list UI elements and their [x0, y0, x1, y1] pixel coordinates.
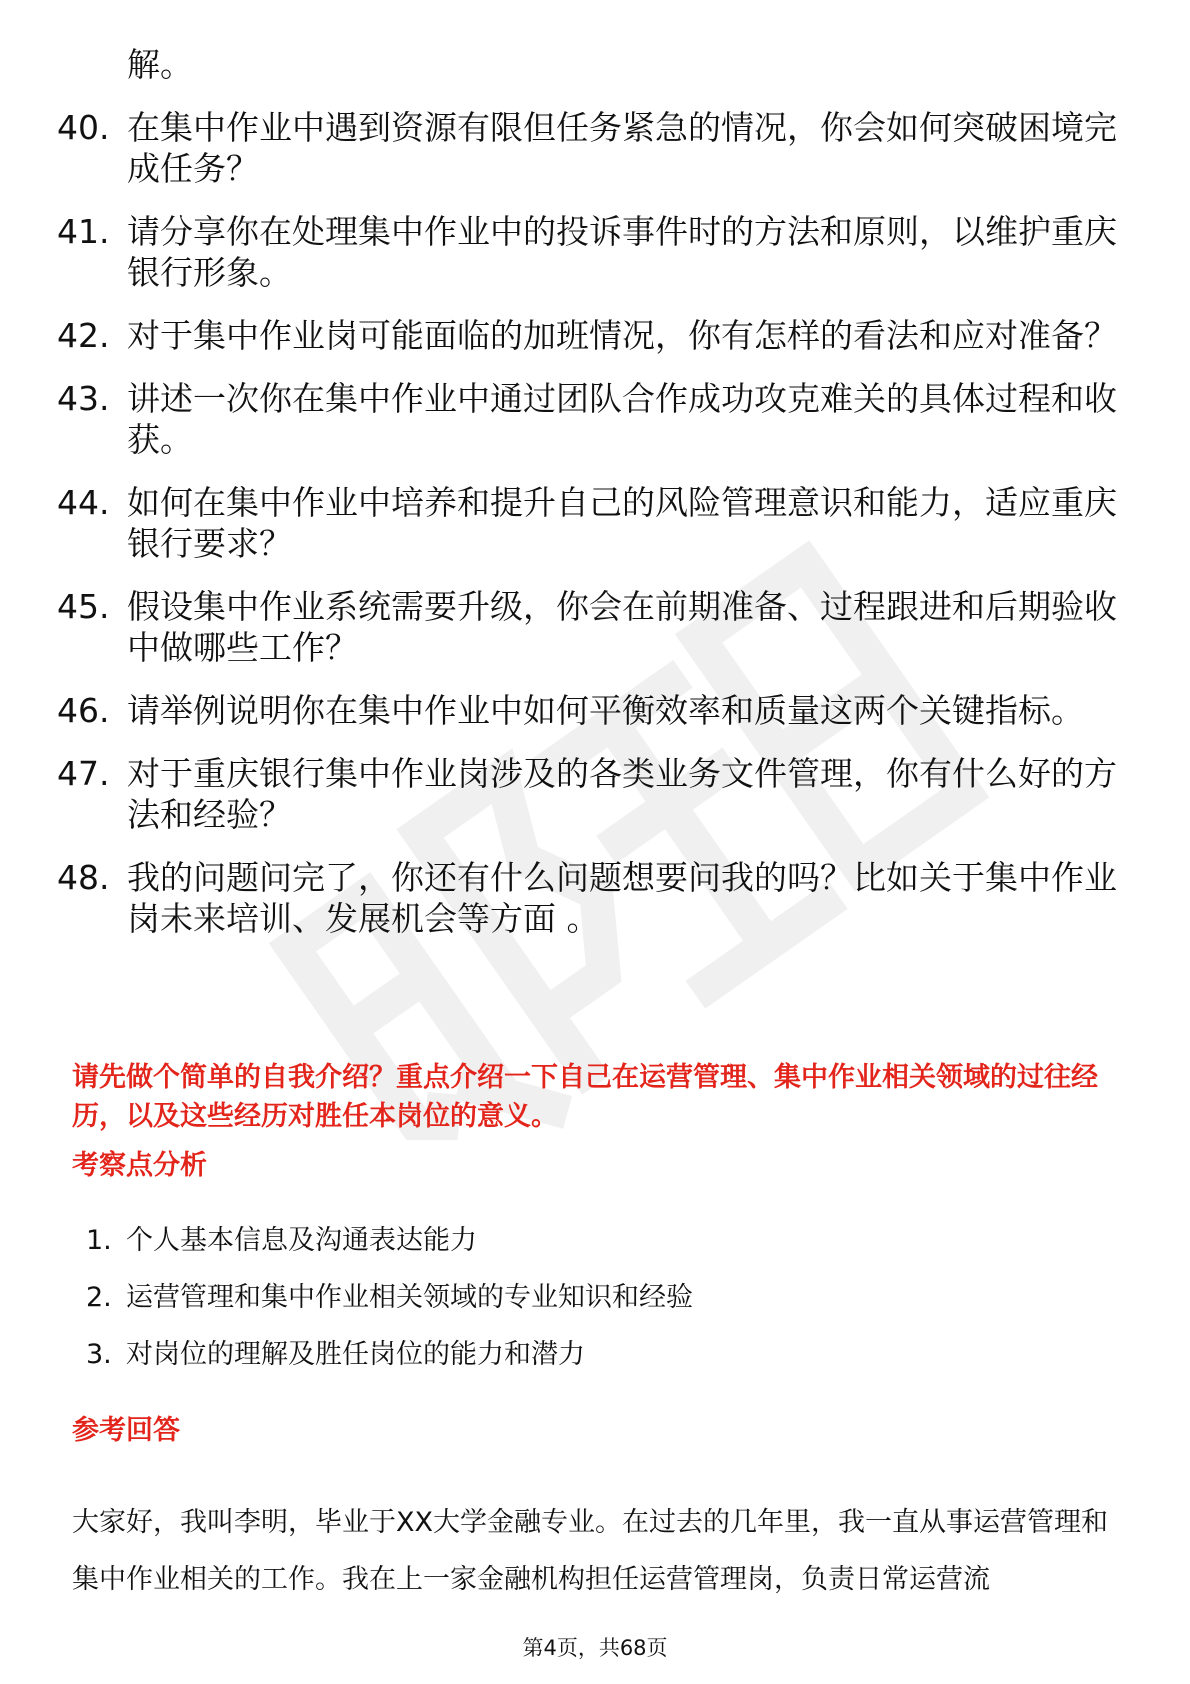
question-number: 41. [57, 212, 110, 251]
question-text: 解。 [127, 45, 193, 84]
question-list [57, 44, 1117, 961]
analysis-number: 1. [86, 1225, 112, 1256]
question-item [57, 315, 1117, 356]
question-item [57, 857, 1117, 939]
analysis-text: 运营管理和集中作业相关领域的专业知识和经验 [126, 1282, 693, 1313]
analysis-list [86, 1223, 693, 1394]
analysis-item [86, 1337, 693, 1373]
analysis-text: 个人基本信息及沟通表达能力 [126, 1225, 477, 1256]
analysis-number: 3. [86, 1339, 112, 1370]
question-item [57, 44, 1117, 85]
question-number: 42. [57, 316, 110, 355]
question-text: 讲述一次你在集中作业中通过团队合作成功攻克难关的具体过程和收获。 [127, 379, 1117, 459]
page-footer: 第4页，共68页 [522, 1636, 668, 1660]
analysis-text: 对岗位的理解及胜任岗位的能力和潜力 [126, 1339, 585, 1370]
question-text: 请分享你在处理集中作业中的投诉事件时的方法和原则，以维护重庆银行形象。 [127, 212, 1117, 292]
question-number: 45. [57, 587, 110, 626]
question-item [57, 107, 1117, 189]
analysis-number: 2. [86, 1282, 112, 1313]
question-text: 对于重庆银行集中作业岗涉及的各类业务文件管理，你有什么好的方法和经验？ [127, 754, 1117, 834]
question-item [57, 753, 1117, 835]
question-item [57, 586, 1117, 668]
question-item [57, 482, 1117, 564]
highlight-question: 请先做个简单的自我介绍？重点介绍一下自己在运营管理、集中作业相关领域的过往经历，以及这些经历对胜任本岗位的意义。 [72, 1062, 1098, 1132]
question-number: 40. [57, 108, 110, 147]
question-text: 我的问题问完了，你还有什么问题想要问我的吗？比如关于集中作业岗未来培训、发展机会等方面 。 [127, 858, 1117, 938]
analysis-item [86, 1223, 693, 1259]
question-text: 在集中作业中遇到资源有限但任务紧急的情况，你会如何突破困境完成任务？ [127, 108, 1117, 188]
question-item [57, 378, 1117, 460]
question-item [57, 690, 1117, 731]
question-text: 如何在集中作业中培养和提升自己的风险管理意识和能力，适应重庆银行要求？ [127, 483, 1117, 563]
analysis-heading: 考察点分析 [72, 1150, 207, 1181]
answer-paragraph: 大家好，我叫李明，毕业于XX大学金融专业。在过去的几年里，我一直从事运营管理和集中作业相关的工作。我在上一家金融机构担任运营管理岗，负责日常运营流 [72, 1507, 1108, 1595]
question-number: 48. [57, 858, 110, 897]
question-text: 假设集中作业系统需要升级，你会在前期准备、过程跟进和后期验收中做哪些工作？ [127, 587, 1117, 667]
question-number: 47. [57, 754, 110, 793]
answer-heading: 参考回答 [72, 1415, 180, 1446]
question-number: 46. [57, 691, 110, 730]
question-item [57, 211, 1117, 293]
question-text: 请举例说明你在集中作业中如何平衡效率和质量这两个关键指标。 [127, 691, 1084, 730]
question-number [57, 44, 127, 85]
analysis-item [86, 1280, 693, 1316]
question-number: 43. [57, 379, 110, 418]
question-text: 对于集中作业岗可能面临的加班情况，你有怎样的看法和应对准备？ [127, 316, 1117, 355]
question-number: 44. [57, 483, 110, 522]
